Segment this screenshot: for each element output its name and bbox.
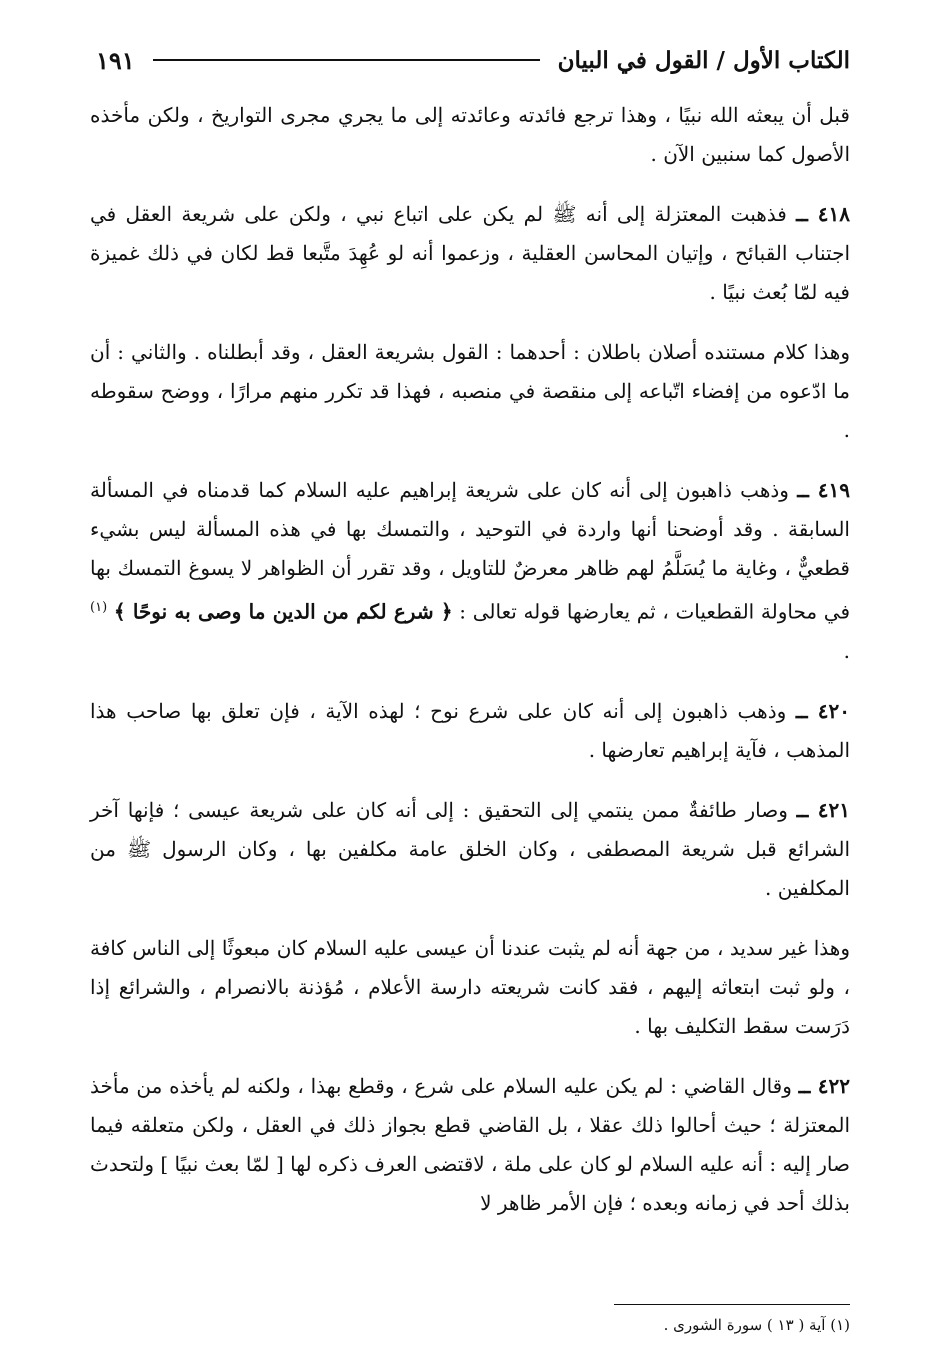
paragraph [90,471,850,671]
paragraph-text: وصار طائفةٌ ممن ينتمي إلى التحقيق : إلى أنه كان على شريعة عيسى ؛ فإنها آخر الشرائع قبل شريعة المصطفى ، وكان الخلق عامة مكلفين بها ، وكان الرسول ﷺ من المكلفين . [90,797,850,900]
header-rule [153,59,540,61]
book-page [90,30,850,1350]
paragraph-text: وذهب ذاهبون إلى أنه كان على شريعة إبراهيم عليه السلام كما قدمناه في المسألة السابقة . وقد أوضحنا أنها واردة في التوحيد ، والتمسك بها في هذه المسألة ليس بشيء قطعيٌّ ، وغاية ما يُسَلَّمُ لهم ظاهر معرضٌ للتاويل ، وقد تقرر أن الظواهر لا يسوغ التمسك بها في محاولة القطعيات ، ثم يعارضها قوله تعالى : [90,478,851,624]
paragraph [90,791,850,908]
body-text [90,96,850,1223]
footnote-reference: (١) [90,600,108,615]
paragraph-number: ٤٢١ ــ [796,797,850,822]
paragraph-text: قبل أن يبعثه الله نبيًا ، وهذا ترجع فائدته وعائدته إلى ما يجري مجرى التواريخ ، ولكن مأخذه الأصول كما سنبين الآن . [90,103,850,166]
footnotes [90,1304,850,1337]
footnote-rule [614,1304,850,1305]
quran-quote: ﴿ شرع لكم من الدين ما وصى به نوحًا ﴾ [113,599,453,624]
paragraph-text: وهذا غير سديد ، من جهة أنه لم يثبت عندنا أن عيسى عليه السلام كان مبعوثًا إلى الناس كافة ، ولو ثبت ابتعاثه إليهم ، فقد كانت شريعته دارسة الأعلام ، مُؤذنة بالانصرام ، والشرائع إذا دَرَست سقط التكليف بها . [90,935,850,1038]
paragraph-tail: . [843,638,850,663]
paragraph [90,195,850,312]
paragraph-text: وهذا كلام مستنده أصلان باطلان : أحدهما : القول بشريعة العقل ، وقد أبطلناه . والثاني : أن ما ادّعوه من إفضاء اتّباعه إلى منقصة في منصبه ، فهذا قد تكرر منهم مرارًا ، ووضح سقوطه . [90,340,850,442]
paragraph [90,96,850,174]
page-number: ١٩١ [96,45,135,75]
paragraph-text: فذهبت المعتزلة إلى أنه ﷺ لم يكن على اتباع نبي ، ولكن على شريعة العقل في اجتناب القبائح ، وإتيان المحاسن العقلية ، وزعموا أنه لو عُهِدَ متَّبعا قط لكان في ذلك غميزة فيه لمّا بُعث نبيًا . [90,202,850,304]
paragraph [90,1067,850,1223]
paragraph-number: ٤١٨ ــ [796,202,850,226]
footnote: (١) آية ( ١٣ ) سورة الشورى . [663,1316,850,1334]
paragraph-text: وذهب ذاهبون إلى أنه كان على شرع نوح ؛ لهذه الآية ، فإن تعلق بها صاحب هذا المذهب ، فآية إبراهيم تعارضها . [90,698,850,762]
paragraph-number: ٤٢٢ ــ [798,1073,850,1098]
paragraph [90,929,850,1046]
paragraph-text: وقال القاضي : لم يكن عليه السلام على شرع ، وقطع بهذا ، ولكنه لم يأخذه من مأخذ المعتزلة ؛ حيث أحالوا ذلك عقلا ، بل القاضي قطع بجواز ذلك في العقل ، ولكن متعلقه فيما صار إليه : أنه عليه السلام لو كان على ملة ، لاقتضى العرف ذكره لها [ لمّا بعث نبيًا ] ولتحدث بذلك أحد في زمانه وبعده ؛ فإن الأمر ظاهر لا [90,1073,850,1215]
paragraph [90,333,850,450]
page-header [90,30,850,90]
paragraph-number: ٤٢٠ ــ [795,698,851,723]
running-title: الكتاب الأول / القول في البيان [557,46,850,74]
paragraph [90,692,850,770]
paragraph-number: ٤١٩ ــ [797,478,850,502]
